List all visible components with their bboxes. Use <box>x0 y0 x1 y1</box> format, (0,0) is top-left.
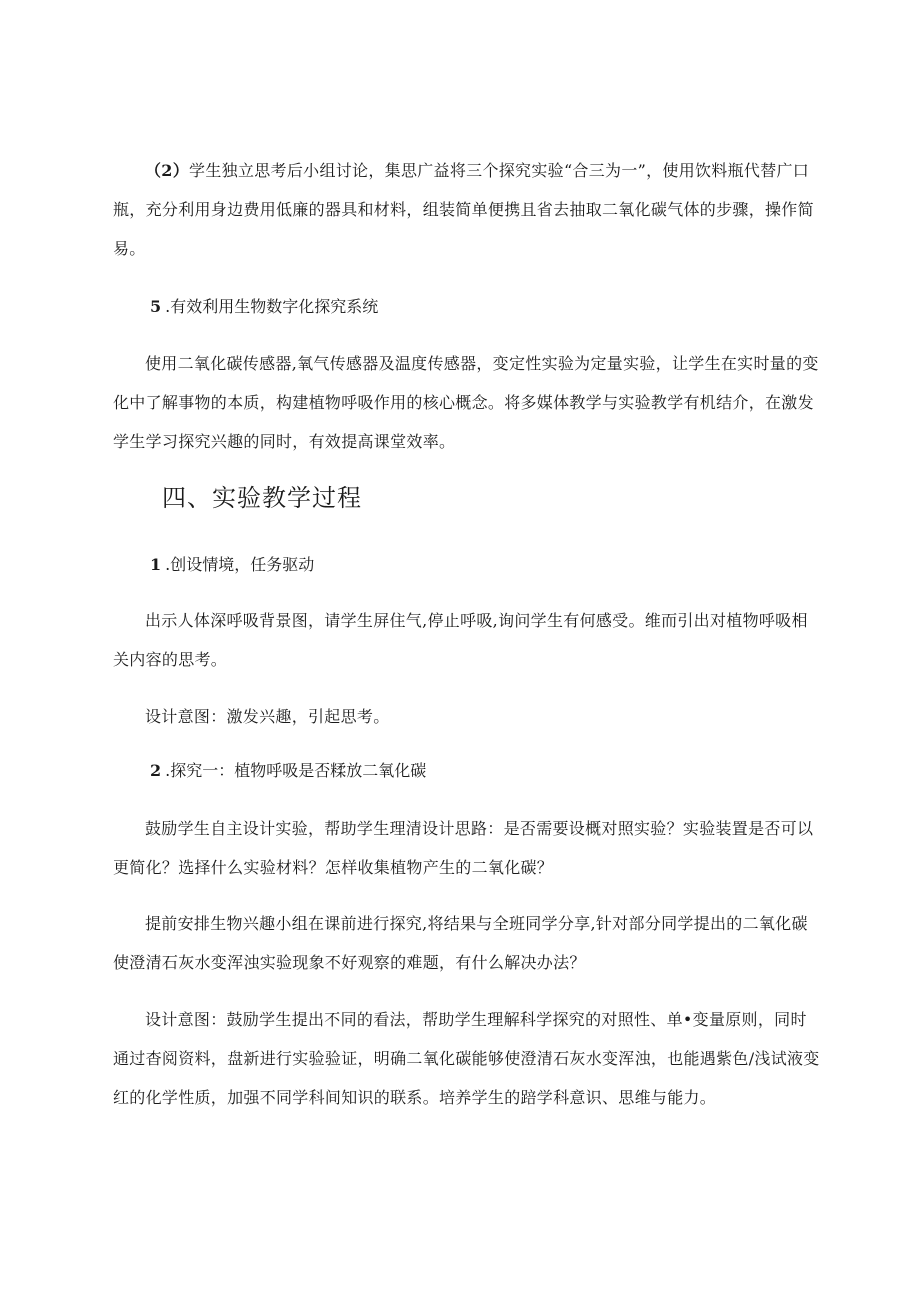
item-heading-text: .创设情境，任务驱动 <box>165 555 315 574</box>
paragraph-design-intent-2: 设计意图：鼓励学生提出不同的看法，帮助学生理解科学探究的对照性、单•变量原则，同时通过杳阅资料，盘新进行实验验证，明确二氧化碳能够使澄清石灰水变浑浊，也能遇紫色/浅试液变红的化学性质，加强不同学科间知识的联系。培养学生的踣学科意识、思维与能力。 <box>113 1010 820 1107</box>
paragraph-scenario: 出示人体深呼吸背景图，请学生屏住气,停止呼吸,询问学生有何感受。维而引出对植物呼吸相关内容的思考。 <box>113 611 808 669</box>
paragraph-group-discussion <box>113 151 823 268</box>
item-number: 2 <box>150 761 162 780</box>
item-heading-text: .有效利用生物数字化探究系统 <box>165 297 379 316</box>
paragraph-sensors: 使用二氧化碳传感器,氧气传感器及温度传感器，变定性实验为定量实验，让学生在实时量的变化中了解事物的本质，构建植物呼吸作用的核心概念。将多媒体教学与实验教学有机结介，在激发学生学习探究兴趣的同时，有效提高课堂效率。 <box>113 354 819 451</box>
section-title: 四、实验教学过程 <box>162 484 362 512</box>
paragraph-design-intent-1: 设计意图：激发兴趣，引起思考。 <box>145 707 390 726</box>
paragraph-interest-group: 提前安排生物兴趣小组在课前进行探究,将结果与全班同学分享,针对部分同学提出的二氧化碳使澄清石灰水变浑浊实验现象不好观察的难题，有什么解决办法？ <box>113 914 808 972</box>
item-heading-2 <box>150 759 750 783</box>
item-number: 5 <box>150 297 162 316</box>
item-number: 1 <box>150 555 162 574</box>
item-heading-text: .探究一：植物呼吸是否糅放二氧化碳 <box>165 761 427 780</box>
item-heading-5 <box>150 295 750 319</box>
paragraph-text: 学生独立思考后小组讨论，集思广益将三个探究实验“合三为一”，使用饮料瓶代替广口瓶，充分利用身边费用低廉的器具和材料，组装简单便携且省去抽取二氧化碳气体的步骤，操作简易。 <box>113 161 814 258</box>
item-heading-1 <box>150 553 750 577</box>
paragraph-number: （2） <box>145 161 190 180</box>
paragraph-encourage-design: 鼓励学生自主设计实验，帮助学生理清设计思路：是否需要设概对照实验？实验装置是否可以更简化？选择什么实验材料？怎样收集植物产生的二氧化碳？ <box>113 819 814 877</box>
